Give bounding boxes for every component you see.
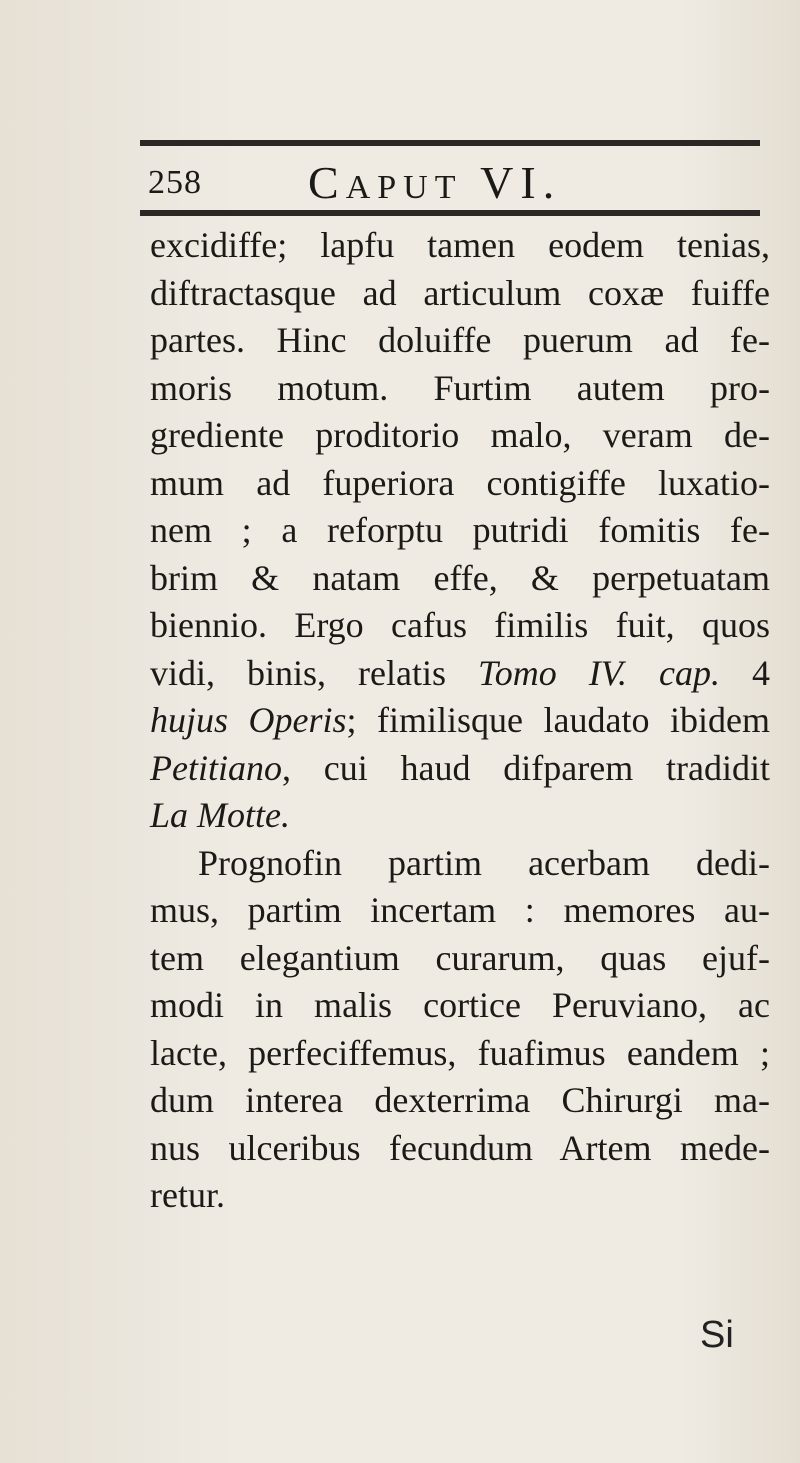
text-line: diftractasque ad articulum coxæ fuiffe <box>150 272 770 313</box>
text-line <box>150 792 770 840</box>
text-line: nem ; a reforptu putridi fomitis fe- <box>150 510 770 550</box>
text-line: mus, partim incertam : memores au- <box>150 890 770 930</box>
text-line: vidi, binis, relatis Tomo IV. cap. 4 <box>150 652 771 693</box>
author-name-italic: La Motte. <box>150 795 290 835</box>
text-line: nus ulceribus fecundum Artem mede- <box>150 1127 770 1168</box>
text-line: dum interea dexterrima Chirurgi ma- <box>150 1080 770 1120</box>
author-name-italic: Petitiano <box>150 747 282 788</box>
citation-italic: Tomo IV. cap. <box>477 652 721 693</box>
running-head <box>308 156 561 209</box>
header-rule-top <box>140 140 760 146</box>
text-line: hujus Operis; fimilisque laudato ibidem <box>150 700 770 740</box>
catchword: Si <box>700 1314 734 1356</box>
text-line: biennio. Ergo cafus fimilis fuit, quos <box>150 605 770 645</box>
page-header <box>148 152 748 208</box>
text-line: partes. Hinc doluiffe puerum ad fe- <box>150 320 770 360</box>
text-line: retur. <box>150 1175 225 1215</box>
page-number: 258 <box>148 164 202 201</box>
text-line: tem elegantium curarum, quas ejuf- <box>150 937 770 978</box>
text-line: Petitiano, cui haud difparem tradidit <box>150 747 770 788</box>
text-line: mum ad fuperiora contigiffe luxatio- <box>150 462 770 503</box>
text-line: brim & natam effe, & perpetuatam <box>150 557 770 598</box>
header-rule-bottom <box>140 210 760 216</box>
text-line: grediente proditorio malo, veram de- <box>150 415 770 455</box>
citation-italic: hujus Operis <box>150 700 347 740</box>
text-line: lacte, perfeciffemus, fuafimus eandem ; <box>150 1032 770 1073</box>
text-line: modi in malis cortice Peruviano, ac <box>150 985 770 1025</box>
running-head-numeral: VI. <box>480 157 562 208</box>
body-text <box>150 222 770 1220</box>
running-head-cap: C <box>308 157 346 208</box>
running-head-rest: APUT <box>345 169 463 206</box>
text-line: moris motum. Furtim autem pro- <box>150 367 770 408</box>
text-line: excidiffe; lapfu tamen eodem tenias, <box>150 225 770 265</box>
text-line-paragraph-start: Prognofin partim acerbam dedi- <box>198 842 770 883</box>
